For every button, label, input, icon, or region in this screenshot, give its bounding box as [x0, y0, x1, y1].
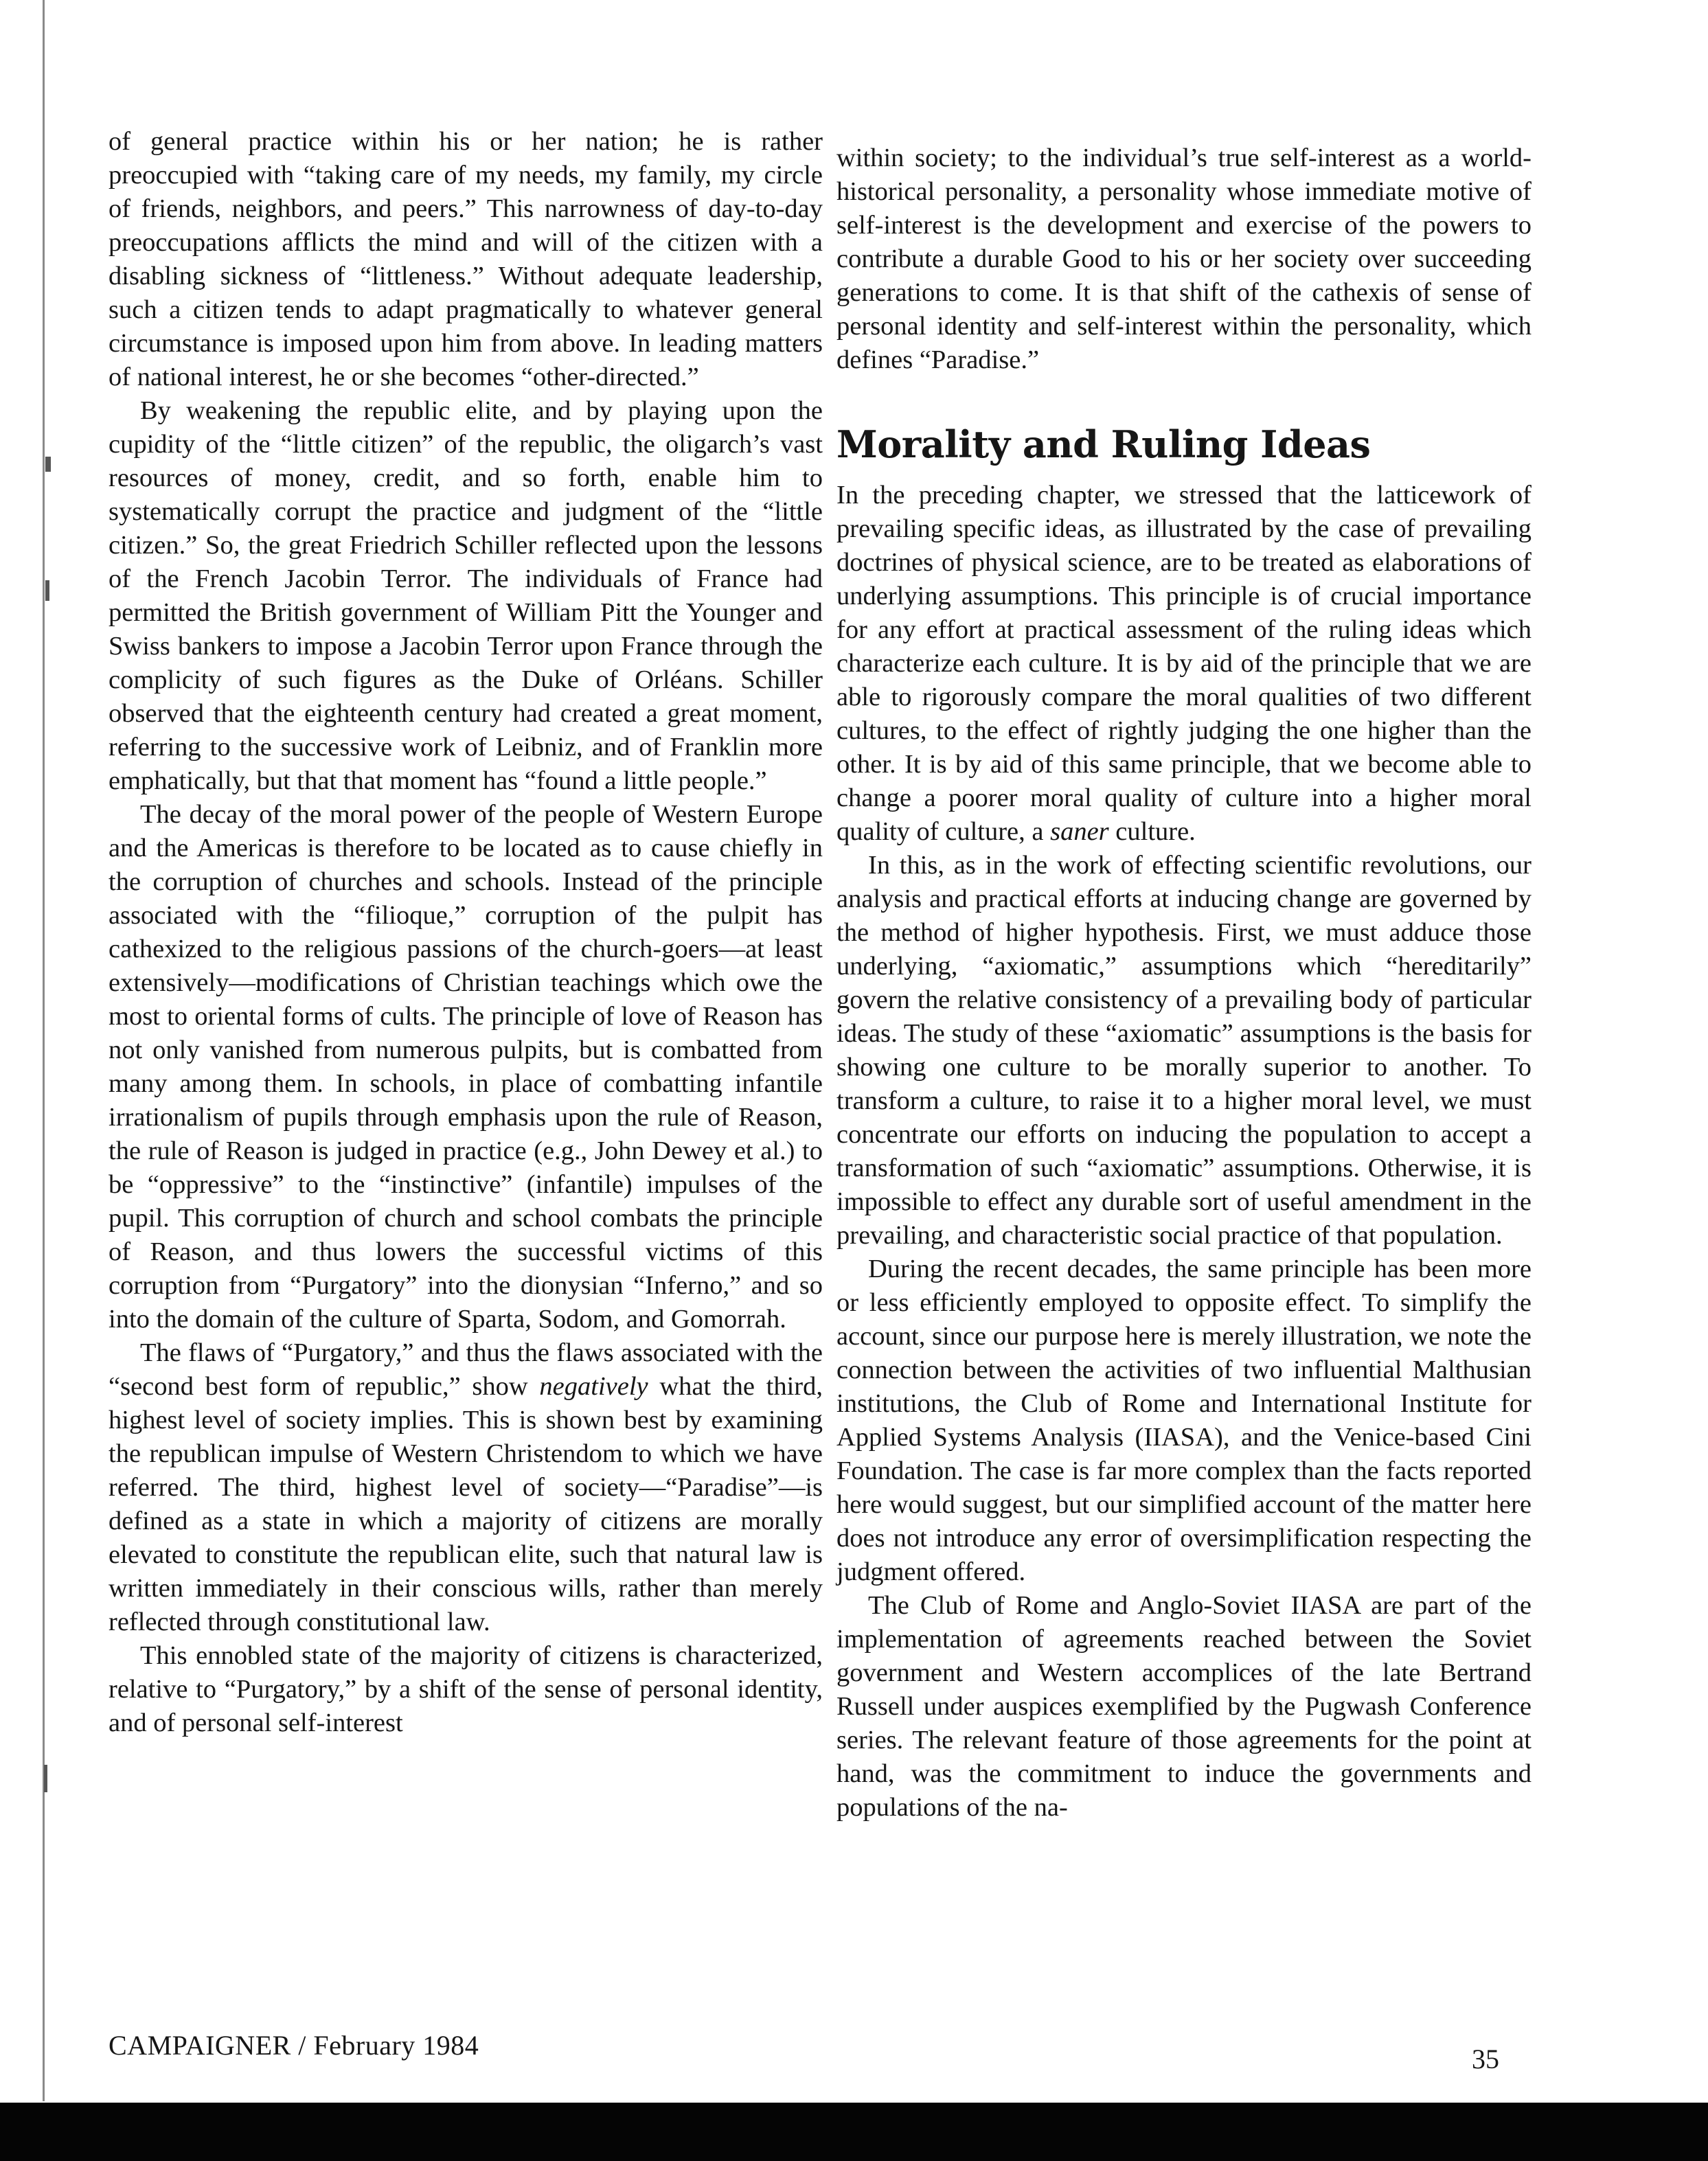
margin-mark [45, 580, 49, 601]
body-paragraph: In this, as in the work of effecting scientific revolutions, our analysis and practical efforts at inducing change are governed by the method of higher hypothesis. First, we must adduce those underlying, “axiomatic,” assumptions which “hereditarily” govern the relative consistency of a prevailing body of particular ideas. The study of these “axiomatic” assumptions is the basis for showing one culture to be morally superior to another. To transform a culture, to raise it to a higher moral level, we must concentrate our efforts on inducing the population to accept a transformation of such “axiomatic” assumptions. Otherwise, it is impossible to effect any durable sort of useful amendment in the prevailing, and characteristic social practice of that population. [836, 851, 1531, 1250]
body-paragraph: of general practice within his or her nation; he is rather preoccupied with “taking care of my needs, my family, my circle of friends, neighbors, and peers.” This narrowness of day-to-day preoccupations afflicts the mind and will of the citizen with a disabling sickness of “littleness.” Without adequate leadership, such a citizen tends to adapt pragmatically to whatever general circumstance is imposed upon him from above. In leading matters of national interest, he or she becomes “other-directed.” [109, 127, 823, 391]
page-number: 35 [1472, 2044, 1499, 2074]
emphasized-text: negatively [539, 1372, 648, 1401]
left-column [109, 125, 823, 1740]
body-paragraph: During the recent decades, the same principle has been more or less efficiently employed to opposite effect. To simplify the account, since our purpose here is merely illustration, we note the connection between the activities of two influential Malthusian institutions, the Club of Rome and International Institute for Applied Systems Analysis (IIASA), and the Venice-based Cini Foundation. The case is far more complex than the facts reported here would suggest, but our simplified account of the matter here does not introduce any error of oversimplification respecting the judgment offered. [836, 1255, 1531, 1586]
margin-mark [45, 457, 51, 472]
text-run: what the third, highest level of society implies. This is shown best by examining the republican impulse of Western Christendom to which we have referred. The third, highest level of society—“Paradise”—is defined as a state in which a majority of citizens are morally elevated to constitute the republican elite, such that natural law is written immediately in their conscious wills, rather than merely reflected through constitutional law. [109, 1372, 823, 1636]
right-column [836, 141, 1531, 1825]
body-paragraph: within society; to the individual’s true self-interest as a world-historical personality, a personality whose immediate motive of self-interest is the development and exercise of the powers to contribute a durable Good to his or her society over succeeding generations to come. It is that shift of the cathexis of sense of personal identity and self-interest within the personality, which defines “Paradise.” [836, 144, 1531, 374]
text-run: The flaws of “Purgatory,” and thus the flaws associated with the “second best form of republic,” show [109, 1338, 823, 1401]
publication-footer: CAMPAIGNER / February 1984 [109, 2030, 479, 2061]
body-paragraph: By weakening the republic elite, and by playing upon the cupidity of the “little citizen” of the republic, the oligarch’s vast resources of money, credit, and so forth, enable him to systematically corrupt the practice and judgment of the “little citizen.” So, the great Friedrich Schiller reflected upon the lessons of the French Jacobin Terror. The individuals of France had permitted the British government of William Pitt the Younger and Swiss bankers to impose a Jacobin Terror upon France through the complicity of such figures as the Duke of Orléans. Schiller observed that the eighteenth century had created a great moment, referring to the successive work of Leibniz, and of Franklin more emphatically, but that that moment has “found a little people.” [109, 396, 823, 795]
body-paragraph: This ennobled state of the majority of citizens is characterized, relative to “Purgatory,” by a shift of the sense of personal identity, and of personal self-interest [109, 1641, 823, 1737]
section-heading: Morality and Ruling Ideas [836, 422, 1371, 466]
body-paragraph: The Club of Rome and Anglo-Soviet IIASA are part of the implementation of agreements reached between the Soviet government and Western accomplices of the late Bertrand Russell under auspices exemplified by the Pugwash Conference series. The relevant feature of those agreements for the point at hand, was the commitment to induce the governments and populations of the na- [836, 1591, 1531, 1822]
text-run: culture. [1108, 817, 1196, 846]
emphasized-text: saner [1050, 817, 1109, 846]
body-paragraph [836, 479, 1531, 849]
margin-mark [44, 1765, 47, 1792]
scan-bottom-border [0, 2103, 1708, 2161]
body-paragraph: The decay of the moral power of the people of Western Europe and the Americas is therefore to be located as to cause chiefly in the corruption of churches and schools. Instead of the principle associated with the “filioque,” corruption of the pulpit has cathexized to the religious passions of the church-goers—at least extensively—modifications of Christian teachings which owe the most to oriental forms of cults. The principle of love of Reason has not only vanished from numerous pulpits, but is combatted from many among them. In schools, in place of combatting infantile irrationalism of pupils through emphasis upon the rule of Reason, the rule of Reason is judged in practice (e.g., John Dewey et al.) to be “oppressive” to the “instinctive” (infantile) impulses of the pupil. This corruption of church and school combats the principle of Reason, and thus lowers the successful victims of this corruption from “Purgatory” into the dionysian “Inferno,” and so into the domain of the culture of Sparta, Sodom, and Gomorrah. [109, 800, 823, 1334]
text-run: In the preceding chapter, we stressed that the latticework of prevailing specific ideas, as illustrated by the case of prevailing doctrines of physical science, are to be treated as elaborations of underlying assumptions. This principle is of crucial importance for any effort at practical assessment of the ruling ideas which characterize each culture. It is by aid of the principle that we are able to rigorously compare the moral qualities of two different cultures, to the effect of rightly judging the one higher than the other. It is by aid of this same principle, that we become able to change a poorer moral quality of culture into a higher moral quality of culture, a [836, 481, 1531, 846]
body-paragraph [109, 1336, 823, 1639]
